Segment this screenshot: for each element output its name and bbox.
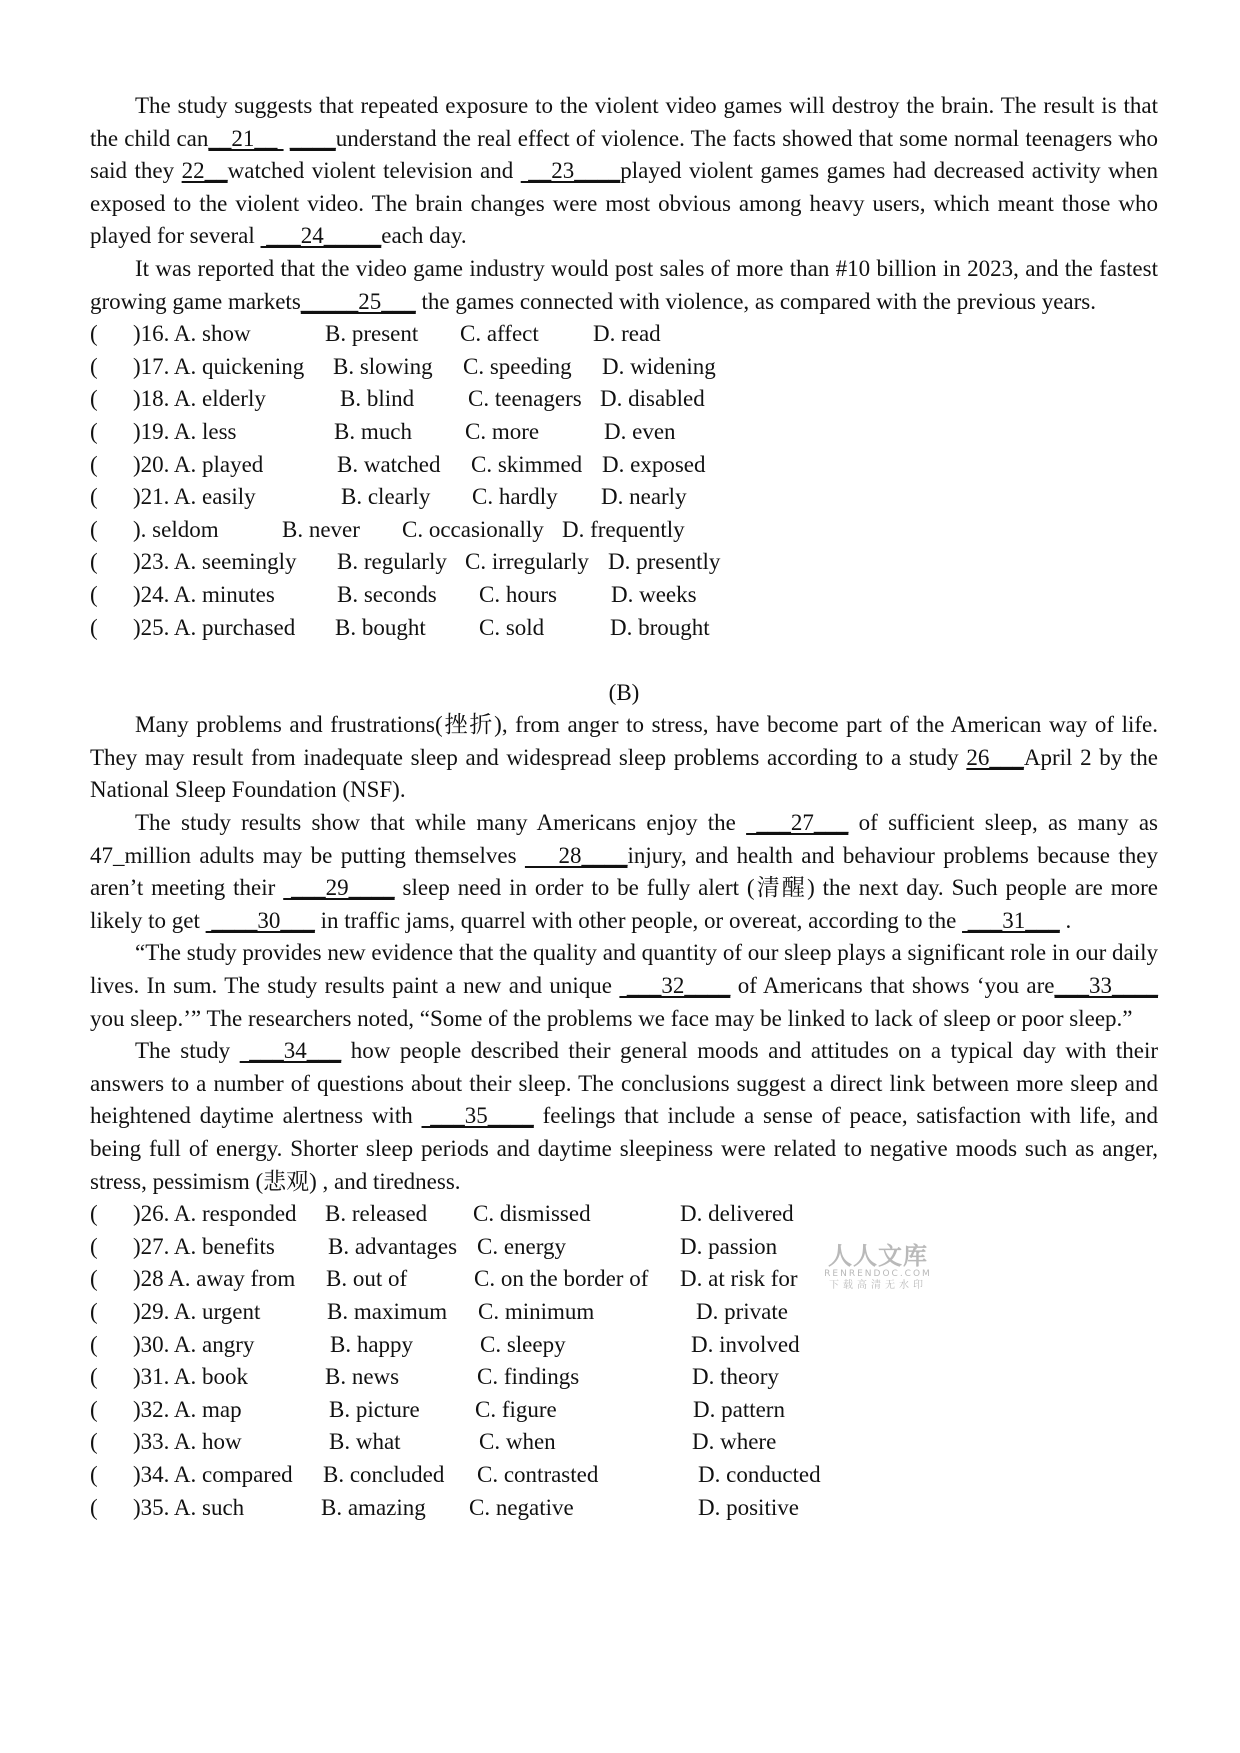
text-run: watched violent television and (227, 158, 521, 184)
text-run: It was reported that the video game industry would post sales of more than #10 billion in 2023, and the fastest growing game markets (90, 255, 1158, 314)
answer-bracket: ( (90, 1201, 98, 1227)
option-c: C. teenagers (468, 386, 582, 412)
question-stem-option-a: )24. A. minutes (133, 581, 275, 607)
blank-29: ___29____ (283, 875, 395, 901)
answer-bracket: ( (90, 484, 98, 510)
text-run: “The study provides new evidence that the quality and quantity of our sleep plays a significant role in our daily lives. In sum. The study results paint a new and unique (90, 940, 1158, 999)
option-b: B. happy (330, 1331, 414, 1357)
a-question-row (90, 514, 1158, 547)
passage-b-paragraph-4 (90, 1035, 1158, 1198)
option-d: D. conducted (698, 1461, 821, 1487)
option-c: C. negative (469, 1494, 574, 1520)
blank-26: 26___ (966, 744, 1024, 770)
option-c: C. more (465, 418, 540, 444)
option-c: C. on the border of (474, 1266, 649, 1292)
option-c: C. affect (460, 321, 539, 347)
option-b: B. never (282, 516, 360, 542)
question-stem-option-a: )18. A. elderly (133, 386, 266, 412)
option-d: D. pattern (693, 1396, 785, 1422)
option-b: B. released (325, 1201, 428, 1227)
answer-bracket: ( (90, 386, 98, 412)
answer-bracket: ( (90, 1233, 98, 1259)
text-run: . (1059, 907, 1072, 933)
b-question-row (90, 1329, 1158, 1362)
question-stem-option-a: )29. A. urgent (133, 1298, 261, 1324)
answer-bracket: ( (90, 614, 98, 640)
answer-bracket: ( (90, 581, 98, 607)
watermark-url-text: RENRENDOC.COM (824, 1269, 932, 1279)
a-question-row (90, 481, 1158, 514)
question-stem-option-a: )25. A. purchased (133, 614, 296, 640)
a-question-row (90, 579, 1158, 612)
option-b: B. bought (335, 614, 426, 640)
option-b: B. regularly (337, 549, 447, 575)
question-stem-option-a: )31. A. book (133, 1364, 248, 1390)
option-c: C. occasionally (402, 516, 544, 542)
answer-bracket: ( (90, 516, 98, 542)
question-stem-option-a: )32. A. map (133, 1396, 242, 1422)
option-c: C. hardly (472, 484, 558, 510)
section-b-heading: (B) (608, 679, 640, 705)
option-c: C. figure (475, 1396, 557, 1422)
question-stem-option-a: )19. A. less (133, 418, 237, 444)
option-b: B. picture (329, 1396, 420, 1422)
question-stem-option-a: )20. A. played (133, 451, 264, 477)
text-run: injury, and health and behaviour problems because they aren’t meeting their (90, 842, 1158, 901)
question-stem-option-a: )28 A. away from (133, 1266, 296, 1292)
option-c: C. speeding (463, 353, 572, 379)
blank-30: ____30___ (205, 907, 315, 933)
option-b: B. slowing (333, 353, 433, 379)
b-question-row (90, 1394, 1158, 1427)
answer-bracket: ( (90, 1364, 98, 1390)
option-c: C. contrasted (477, 1461, 599, 1487)
option-d: D. presently (608, 549, 721, 575)
text-run: sleep need in order to be fully alert (清醒) the next day. Such people are more likely to get (90, 875, 1159, 933)
a-question-row (90, 546, 1158, 579)
option-d: D. brought (610, 614, 710, 640)
blank-33: ___33____ (1054, 973, 1158, 999)
option-c: C. irregularly (465, 549, 589, 575)
option-d: D. widening (602, 353, 716, 379)
question-stem-option-a: ). seldom (133, 516, 219, 542)
blank-31: ___31___ (962, 907, 1060, 933)
option-c: C. sold (479, 614, 545, 640)
question-stem-option-a: )35. A. such (133, 1494, 245, 1520)
options-list-b (90, 1198, 1158, 1524)
option-c: C. findings (477, 1364, 580, 1390)
blank-28: 28____ (524, 842, 628, 868)
a-question-row (90, 383, 1158, 416)
answer-bracket: ( (90, 1494, 98, 1520)
answer-bracket: ( (90, 353, 98, 379)
option-b: B. out of (326, 1266, 408, 1292)
b-question-row (90, 1231, 1158, 1264)
passage-b-paragraph-3 (90, 937, 1158, 1035)
option-d: D. theory (692, 1364, 779, 1390)
option-b: B. maximum (327, 1298, 448, 1324)
option-d: D. where (692, 1429, 777, 1455)
option-d: D. nearly (601, 484, 687, 510)
option-c: C. hours (479, 581, 557, 607)
answer-bracket: ( (90, 1396, 98, 1422)
question-stem-option-a: )26. A. responded (133, 1201, 297, 1227)
passage-a-paragraph-2 (90, 253, 1158, 318)
a-question-row (90, 318, 1158, 351)
blank-35: ___35____ (421, 1103, 534, 1129)
option-d: D. disabled (600, 386, 705, 412)
blank-23: __23____ (520, 158, 621, 184)
option-d: D. weeks (611, 581, 697, 607)
text-run: the games connected with violence, as compared with the previous years. (415, 288, 1096, 314)
blank-34: ___34___ (239, 1038, 342, 1064)
section-gap (90, 644, 1158, 677)
answer-bracket: ( (90, 1298, 98, 1324)
passage-a-paragraph-1 (90, 90, 1158, 253)
question-stem-option-a: )16. A. show (133, 321, 251, 347)
question-stem-option-a: )33. A. how (133, 1429, 242, 1455)
text-run: of sufficient sleep, as many as 47_million adults may be putting themselves (90, 810, 1158, 868)
question-stem-option-a: )17. A. quickening (133, 353, 305, 379)
option-c: C. when (479, 1429, 556, 1455)
answer-bracket: ( (90, 321, 98, 347)
option-b: B. concluded (323, 1461, 445, 1487)
a-question-row (90, 612, 1158, 645)
blank-27: ___27___ (746, 810, 849, 836)
text-run: each day. (381, 223, 467, 249)
option-c: C. energy (477, 1233, 567, 1259)
question-stem-option-a: )23. A. seemingly (133, 549, 297, 575)
answer-bracket: ( (90, 418, 98, 444)
a-question-row (90, 416, 1158, 449)
answer-bracket: ( (90, 451, 98, 477)
question-stem-option-a: )30. A. angry (133, 1331, 255, 1357)
text-run: Many problems and frustrations(挫折), from anger to stress, have become part of the American way of life. They may result from inadequate sleep and widespread sleep problems according to a study (90, 712, 1158, 770)
option-b: B. advantages (328, 1233, 458, 1259)
a-question-row (90, 351, 1158, 384)
answer-bracket: ( (90, 1266, 98, 1292)
option-c: C. minimum (478, 1298, 595, 1324)
b-question-row (90, 1426, 1158, 1459)
option-c: C. dismissed (473, 1201, 591, 1227)
text-run: The study (135, 1038, 240, 1064)
option-d: D. positive (698, 1494, 799, 1520)
option-c: C. skimmed (471, 451, 583, 477)
option-b: B. amazing (321, 1494, 426, 1520)
option-b: B. much (334, 418, 412, 444)
option-d: D. frequently (562, 516, 685, 542)
option-d: D. private (696, 1298, 788, 1324)
answer-bracket: ( (90, 1461, 98, 1487)
passage-b-paragraph-2 (90, 807, 1158, 937)
b-question-row (90, 1263, 1158, 1296)
watermark-main-text: 人人文库 (828, 1242, 928, 1270)
text-run: in traffic jams, quarrel with other people, or overeat, according to the (314, 907, 963, 933)
answer-bracket: ( (90, 549, 98, 575)
text-run: how people described their general moods and attitudes on a typical day with their answers to a number of questions about their sleep. The conclusions suggest a direct link between more sleep and heightened daytime alertness with (90, 1038, 1159, 1129)
blank-32: ___32____ (619, 973, 731, 999)
question-stem-option-a: )34. A. compared (133, 1461, 293, 1487)
text-run: you sleep.’” The researchers noted, “Some of the problems we face may be linked to lack of sleep or poor sleep.” (90, 1005, 1133, 1031)
option-d: D. read (593, 321, 661, 347)
option-d: D. passion (680, 1233, 778, 1259)
option-c: C. sleepy (480, 1331, 566, 1357)
b-question-row (90, 1198, 1158, 1231)
answer-bracket: ( (90, 1331, 98, 1357)
blank-25: _____25___ (300, 288, 416, 314)
option-d: D. even (604, 418, 676, 444)
answer-bracket: ( (90, 1429, 98, 1455)
b-question-row (90, 1459, 1158, 1492)
b-question-row (90, 1361, 1158, 1394)
text-run: The study suggests that repeated exposure to the violent video games will destroy the brain. The result is that the child can (90, 93, 1158, 151)
text-run: April 2 by the National Sleep Foundation (NSF). (90, 744, 1159, 803)
options-list-a (90, 318, 1158, 644)
b-question-row (90, 1296, 1158, 1329)
question-stem-option-a: )21. A. easily (133, 484, 256, 510)
watermark-sub-text: 下载高清无水印 (829, 1280, 927, 1291)
passage-b-paragraph-1 (90, 709, 1158, 807)
blank-22: 22__ (181, 158, 228, 184)
option-b: B. what (329, 1429, 401, 1455)
option-d: D. delivered (680, 1201, 794, 1227)
option-d: D. exposed (602, 451, 706, 477)
option-b: B. seconds (337, 581, 437, 607)
blank-21-extension: ____ (289, 125, 336, 151)
text-run: of Americans that shows ‘you are (730, 973, 1055, 999)
option-b: B. watched (337, 451, 441, 477)
question-stem-option-a: )27. A. benefits (133, 1233, 275, 1259)
blank-24: ___24_____ (260, 223, 382, 249)
text-run: played violent games games had decreased activity when exposed to the violent video. The brain changes were most obvious among heavy users, which meant those who played for several (90, 158, 1158, 249)
option-d: D. involved (691, 1331, 800, 1357)
option-b: B. news (325, 1364, 400, 1390)
blank-21: __21__ (208, 125, 284, 151)
option-d: D. at risk for (680, 1266, 798, 1292)
option-b: B. blind (340, 386, 415, 412)
option-b: B. clearly (341, 484, 431, 510)
a-question-row (90, 449, 1158, 482)
text-run: understand the real effect of violence. The facts showed that some normal teenagers who said they (90, 125, 1159, 184)
b-question-row (90, 1492, 1158, 1525)
option-b: B. present (325, 321, 419, 347)
text-run: The study results show that while many Americans enjoy the (135, 810, 747, 836)
document-page (90, 90, 1158, 1524)
text-run: feelings that include a sense of peace, satisfaction with life, and being full of energy. Shorter sleep periods and daytime sleepiness were related to negative moods such as anger, stress, pessimism (悲观) , and tiredness. (90, 1103, 1158, 1194)
